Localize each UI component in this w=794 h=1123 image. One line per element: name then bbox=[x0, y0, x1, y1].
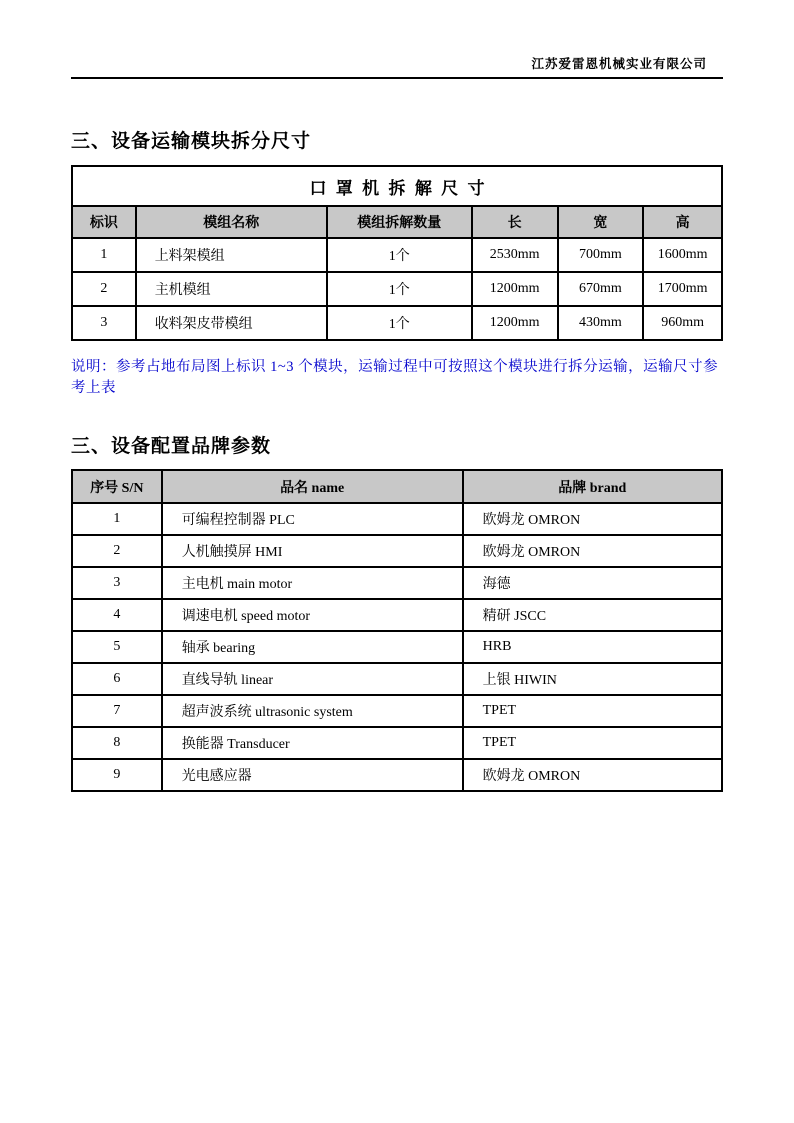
cell-module-name: 主机模组 bbox=[136, 272, 327, 306]
cell-height: 960mm bbox=[643, 306, 722, 340]
cell-serial: 4 bbox=[72, 599, 162, 631]
cell-length: 1200mm bbox=[472, 272, 558, 306]
cell-width: 700mm bbox=[558, 238, 644, 272]
cell-id: 3 bbox=[72, 306, 136, 340]
col-header-width: 宽 bbox=[558, 206, 644, 238]
col-header-length: 长 bbox=[472, 206, 558, 238]
company-name: 江苏爱雷恩机械实业有限公司 bbox=[531, 57, 707, 71]
col-header-id: 标识 bbox=[72, 206, 136, 238]
cell-serial: 8 bbox=[72, 727, 162, 759]
cell-id: 1 bbox=[72, 238, 136, 272]
cell-product-name: 换能器 Transducer bbox=[162, 727, 463, 759]
table-row bbox=[72, 631, 722, 663]
cell-quantity: 1个 bbox=[327, 306, 472, 340]
disassembly-dimensions-table bbox=[71, 165, 723, 341]
cell-brand: 欧姆龙 OMRON bbox=[463, 503, 722, 535]
cell-length: 2530mm bbox=[472, 238, 558, 272]
cell-product-name: 可编程控制器 PLC bbox=[162, 503, 463, 535]
cell-serial: 3 bbox=[72, 567, 162, 599]
cell-module-name: 收料架皮带模组 bbox=[136, 306, 327, 340]
table-header-row bbox=[72, 470, 722, 503]
cell-quantity: 1个 bbox=[327, 238, 472, 272]
cell-brand: 上银 HIWIN bbox=[463, 663, 722, 695]
cell-brand: TPET bbox=[463, 727, 722, 759]
table-caption-row bbox=[72, 166, 722, 206]
page-header bbox=[71, 0, 723, 79]
transport-note: 说明：参考占地布局图上标识 1~3 个模块，运输过程中可按照这个模块进行拆分运输，运输尺寸参考上表 bbox=[71, 359, 719, 396]
cell-serial: 9 bbox=[72, 759, 162, 791]
table-row bbox=[72, 695, 722, 727]
table-row bbox=[72, 759, 722, 791]
col-header-module-name: 模组名称 bbox=[136, 206, 327, 238]
table-row bbox=[72, 272, 722, 306]
cell-brand: HRB bbox=[463, 631, 722, 663]
cell-length: 1200mm bbox=[472, 306, 558, 340]
cell-serial: 7 bbox=[72, 695, 162, 727]
cell-product-name: 超声波系统 ultrasonic system bbox=[162, 695, 463, 727]
cell-quantity: 1个 bbox=[327, 272, 472, 306]
header-rule bbox=[71, 77, 723, 79]
col-header-brand: 品牌 brand bbox=[463, 470, 722, 503]
cell-brand: 海德 bbox=[463, 567, 722, 599]
cell-brand: 精研 JSCC bbox=[463, 599, 722, 631]
table-row bbox=[72, 727, 722, 759]
section-title-transport: 三、设备运输模块拆分尺寸 bbox=[71, 131, 312, 152]
section-title-brands: 三、设备配置品牌参数 bbox=[71, 436, 272, 457]
cell-product-name: 直线导轨 linear bbox=[162, 663, 463, 695]
cell-serial: 2 bbox=[72, 535, 162, 567]
table-header-row bbox=[72, 206, 722, 238]
table-row bbox=[72, 599, 722, 631]
cell-product-name: 光电感应器 bbox=[162, 759, 463, 791]
table-row bbox=[72, 238, 722, 272]
cell-height: 1700mm bbox=[643, 272, 722, 306]
table-row bbox=[72, 567, 722, 599]
cell-product-name: 人机触摸屏 HMI bbox=[162, 535, 463, 567]
col-header-serial: 序号 S/N bbox=[72, 470, 162, 503]
cell-brand: 欧姆龙 OMRON bbox=[463, 535, 722, 567]
cell-product-name: 轴承 bearing bbox=[162, 631, 463, 663]
table-caption: 口罩机拆解尺寸 bbox=[72, 166, 722, 206]
col-header-height: 高 bbox=[643, 206, 722, 238]
cell-height: 1600mm bbox=[643, 238, 722, 272]
cell-brand: 欧姆龙 OMRON bbox=[463, 759, 722, 791]
cell-serial: 5 bbox=[72, 631, 162, 663]
cell-serial: 6 bbox=[72, 663, 162, 695]
brand-parameters-table bbox=[71, 469, 723, 792]
col-header-quantity: 模组拆解数量 bbox=[327, 206, 472, 238]
cell-brand: TPET bbox=[463, 695, 722, 727]
table-row bbox=[72, 503, 722, 535]
table-row bbox=[72, 663, 722, 695]
cell-width: 430mm bbox=[558, 306, 644, 340]
cell-module-name: 上料架模组 bbox=[136, 238, 327, 272]
cell-product-name: 调速电机 speed motor bbox=[162, 599, 463, 631]
cell-id: 2 bbox=[72, 272, 136, 306]
cell-product-name: 主电机 main motor bbox=[162, 567, 463, 599]
cell-width: 670mm bbox=[558, 272, 644, 306]
col-header-product-name: 品名 name bbox=[162, 470, 463, 503]
table-row bbox=[72, 306, 722, 340]
table-row bbox=[72, 535, 722, 567]
cell-serial: 1 bbox=[72, 503, 162, 535]
